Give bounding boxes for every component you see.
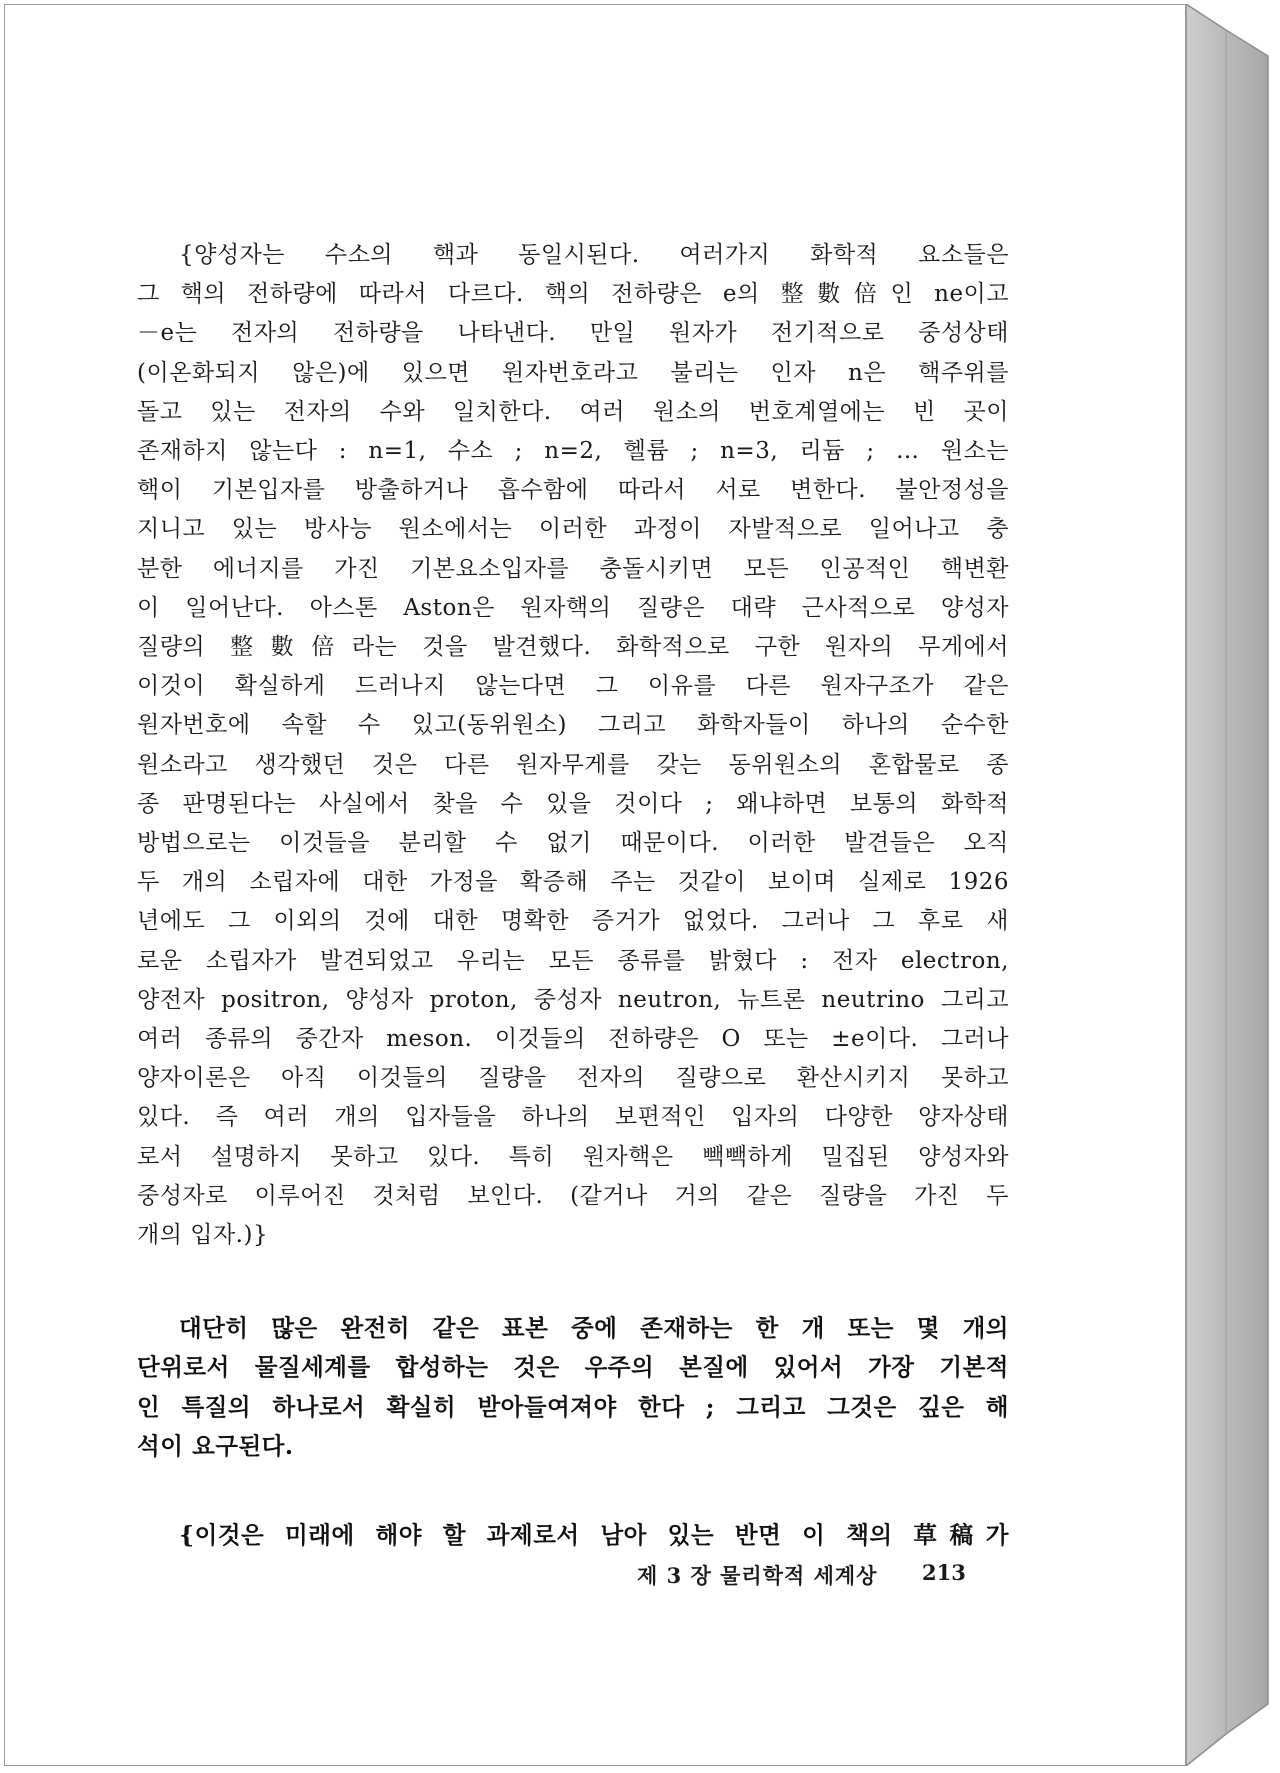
text-line: 지니고 있는 방사능 원소에서는 이러한 과정이 자발적으로 일어나고 충 bbox=[137, 516, 1009, 543]
text-line: 중성자로 이루어진 것처럼 보인다. (같거나 거의 같은 질량을 가진 두 bbox=[137, 1182, 1009, 1209]
text-line: (이온화되지 않은)에 있으면 원자번호라고 불리는 인자 n은 핵주위를 bbox=[137, 359, 1009, 386]
text-line: 방법으로는 이것들을 분리할 수 없기 때문이다. 이러한 발견들은 오직 bbox=[137, 830, 1009, 857]
text-line: 원소라고 생각했던 것은 다른 원자무게를 갖는 동위원소의 혼합물로 종 bbox=[137, 751, 1009, 778]
text-line: 개의 입자.)} bbox=[137, 1222, 269, 1249]
running-head: 제 3 장 물리학적 세계상 bbox=[637, 1563, 878, 1588]
text-line: 이 일어난다. 아스톤 Aston은 원자핵의 질량은 대략 근사적으로 양성자 bbox=[137, 594, 1009, 621]
text-line: 두 개의 소립자에 대한 가정을 확증해 주는 것같이 보이며 실제로 1926 bbox=[137, 869, 1009, 896]
text-line: 돌고 있는 전자의 수와 일치한다. 여러 원소의 번호계열에는 빈 곳이 bbox=[137, 398, 1009, 425]
text-line: 그 핵의 전하량에 따라서 다르다. 핵의 전하량은 e의 整數倍인 ne이고 bbox=[137, 281, 1009, 308]
text-line: 년에도 그 이외의 것에 대한 명확한 증거가 없었다. 그러나 그 후로 새 bbox=[137, 908, 1009, 935]
paragraph-unity bbox=[137, 1309, 1009, 1466]
text-line: 종 판명된다는 사실에서 찾을 수 있을 것이다 ; 왜냐하면 보통의 화학적 bbox=[137, 790, 1009, 817]
text-line: 로서 설명하지 못하고 있다. 특히 원자핵은 빽빽하게 밀집된 양성자와 bbox=[137, 1143, 1009, 1170]
text-line: 로운 소립자가 발견되었고 우리는 모든 종류를 밝혔다 : 전자 electron, bbox=[137, 947, 1009, 974]
text-line: 존재하지 않는다 : n=1, 수소 ; n=2, 헬륨 ; n=3, 리듐 ; … 원소는 bbox=[137, 438, 1009, 465]
text-line: 대단히 많은 완전히 같은 표본 중에 존재하는 한 개 또는 몇 개의 bbox=[179, 1314, 1009, 1343]
book-edge bbox=[1186, 4, 1274, 1766]
text-line: 양전자 positron, 양성자 proton, 중성자 neutron, 뉴트론 neutrino 그리고 bbox=[137, 986, 1009, 1013]
text-line: 핵이 기본입자를 방출하거나 흡수함에 따라서 서로 변한다. 불안정성을 bbox=[137, 477, 1009, 504]
text-line: 원자번호에 속할 수 있고(동위원소) 그리고 화학자들이 하나의 순수한 bbox=[137, 712, 1009, 739]
page-body bbox=[137, 236, 1009, 1555]
text-line: {이것은 미래에 해야 할 과제로서 남아 있는 반면 이 책의 草稿가 bbox=[179, 1521, 1009, 1550]
text-line: 있다. 즉 여러 개의 입자들을 하나의 보편적인 입자의 다양한 양자상태 bbox=[137, 1104, 1009, 1131]
text-line: 분한 에너지를 가진 기본요소입자를 충돌시키면 모든 인공적인 핵변환 bbox=[137, 555, 1009, 582]
text-line: 양자이론은 아직 이것들의 질량을 전자의 질량으로 환산시키지 못하고 bbox=[137, 1065, 1009, 1092]
text-line: 여러 종류의 중간자 meson. 이것들의 전하량은 O 또는 ±e이다. 그러나 bbox=[137, 1026, 1009, 1053]
paragraph-protons bbox=[137, 236, 1009, 1255]
page-number: 213 bbox=[922, 1560, 966, 1585]
text-line: {양성자는 수소의 핵과 동일시된다. 여러가지 화학적 요소들은 bbox=[179, 242, 1009, 268]
text-line: 석이 요구된다. bbox=[137, 1431, 294, 1460]
text-line: 질량의 整數倍라는 것을 발견했다. 화학적으로 구한 원자의 무게에서 bbox=[137, 634, 1009, 661]
text-line: 이것이 확실하게 드러나지 않는다면 그 이유를 다른 원자구조가 같은 bbox=[137, 673, 1009, 700]
paragraph-draft bbox=[137, 1516, 1009, 1555]
text-line: 단위로서 물질세계를 합성하는 것은 우주의 본질에 있어서 가장 기본적 bbox=[137, 1353, 1009, 1382]
text-line: 인 특질의 하나로서 확실히 받아들여져야 한다 ; 그리고 그것은 깊은 해 bbox=[137, 1392, 1009, 1421]
text-line: －e는 전자의 전하량을 나타낸다. 만일 원자가 전기적으로 중성상태 bbox=[137, 320, 1009, 347]
